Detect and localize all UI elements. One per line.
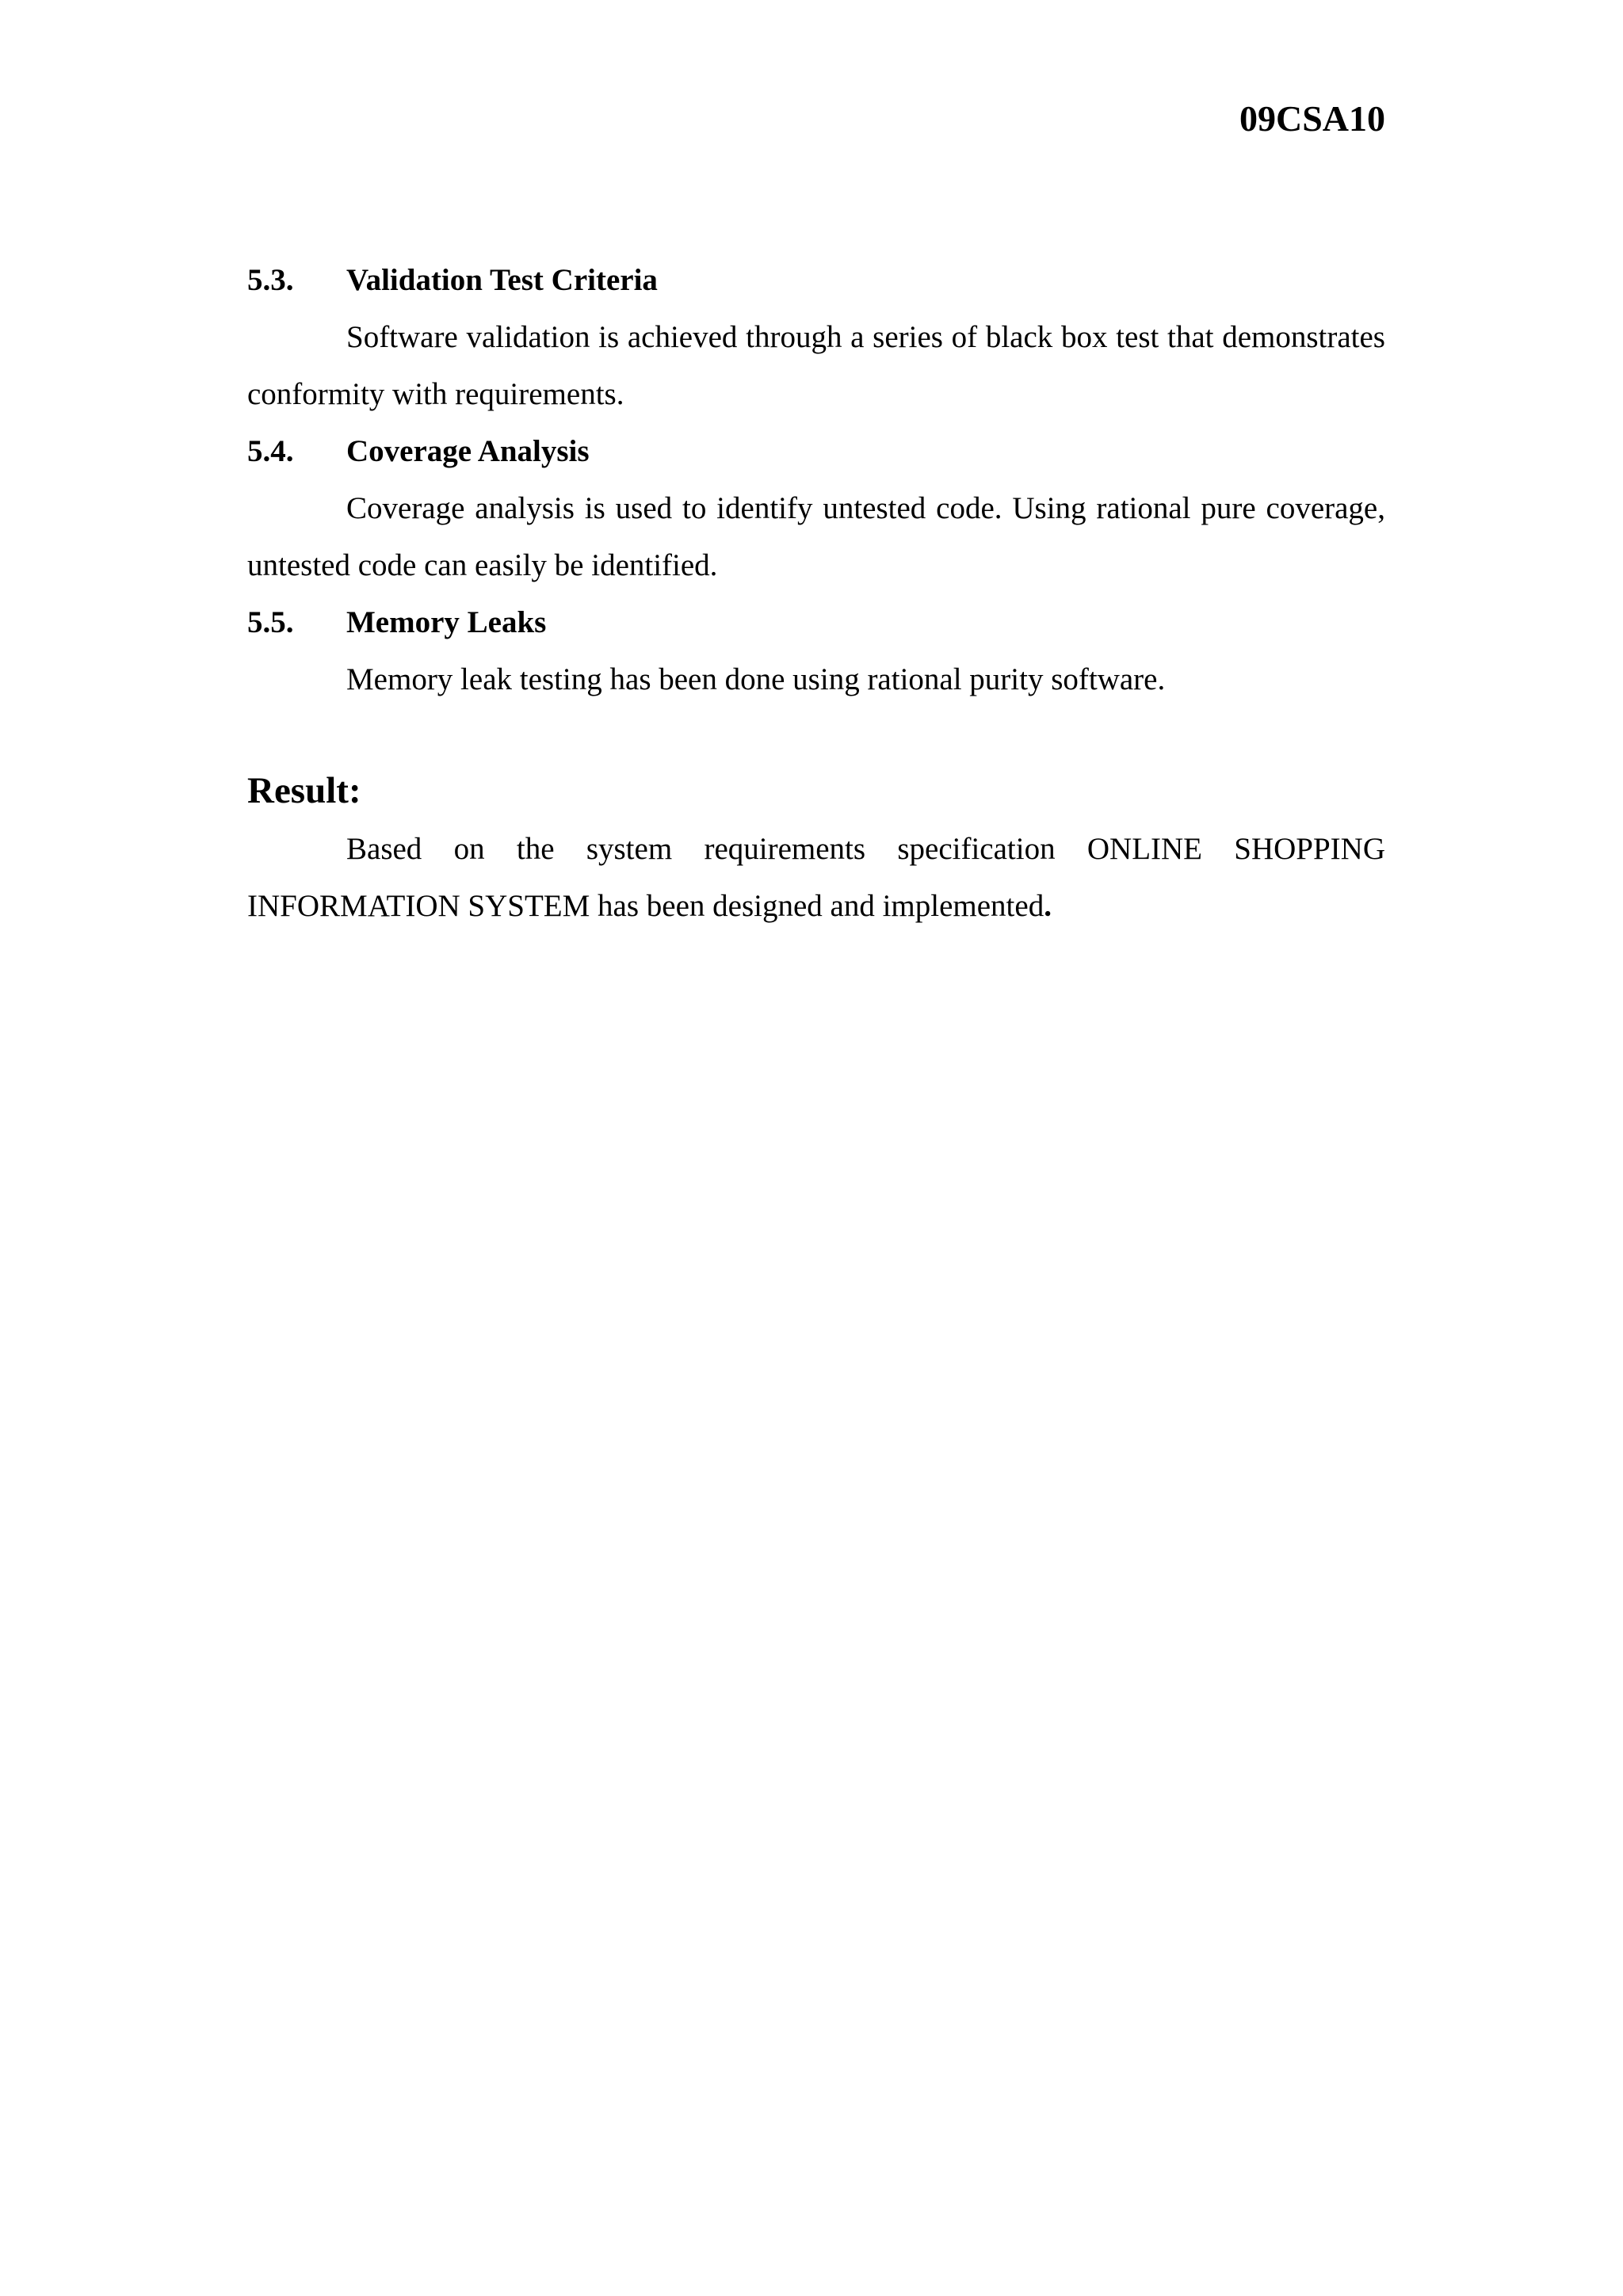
section-heading-5-3 (247, 252, 1385, 309)
section-heading-5-5 (247, 594, 1385, 651)
document-code: 09CSA10 (1239, 98, 1385, 139)
section-title: Validation Test Criteria (346, 263, 658, 297)
result-text: Based on the system requirements specification ONLINE SHOPPING INFORMATION SYSTEM has been designed and implemented (247, 832, 1385, 923)
result-heading: Result: (247, 770, 361, 811)
section-title: Memory Leaks (346, 605, 547, 639)
result-end-mark: . (1044, 889, 1052, 923)
section-number: 5.5. (247, 605, 294, 639)
section-heading-5-4 (247, 423, 1385, 480)
section-number: 5.4. (247, 434, 294, 468)
section-body-5-3: Software validation is achieved through a series of black box test that demonstrates conformity with requirements. (247, 320, 1385, 411)
section-number: 5.3. (247, 263, 294, 297)
page-content (247, 252, 1385, 935)
section-body-5-5: Memory leak testing has been done using rational purity software. (346, 662, 1166, 696)
section-body-5-4: Coverage analysis is used to identify untested code. Using rational pure coverage, untested code can easily be identified. (247, 491, 1385, 582)
section-title: Coverage Analysis (346, 434, 590, 468)
result-body (247, 821, 1385, 935)
